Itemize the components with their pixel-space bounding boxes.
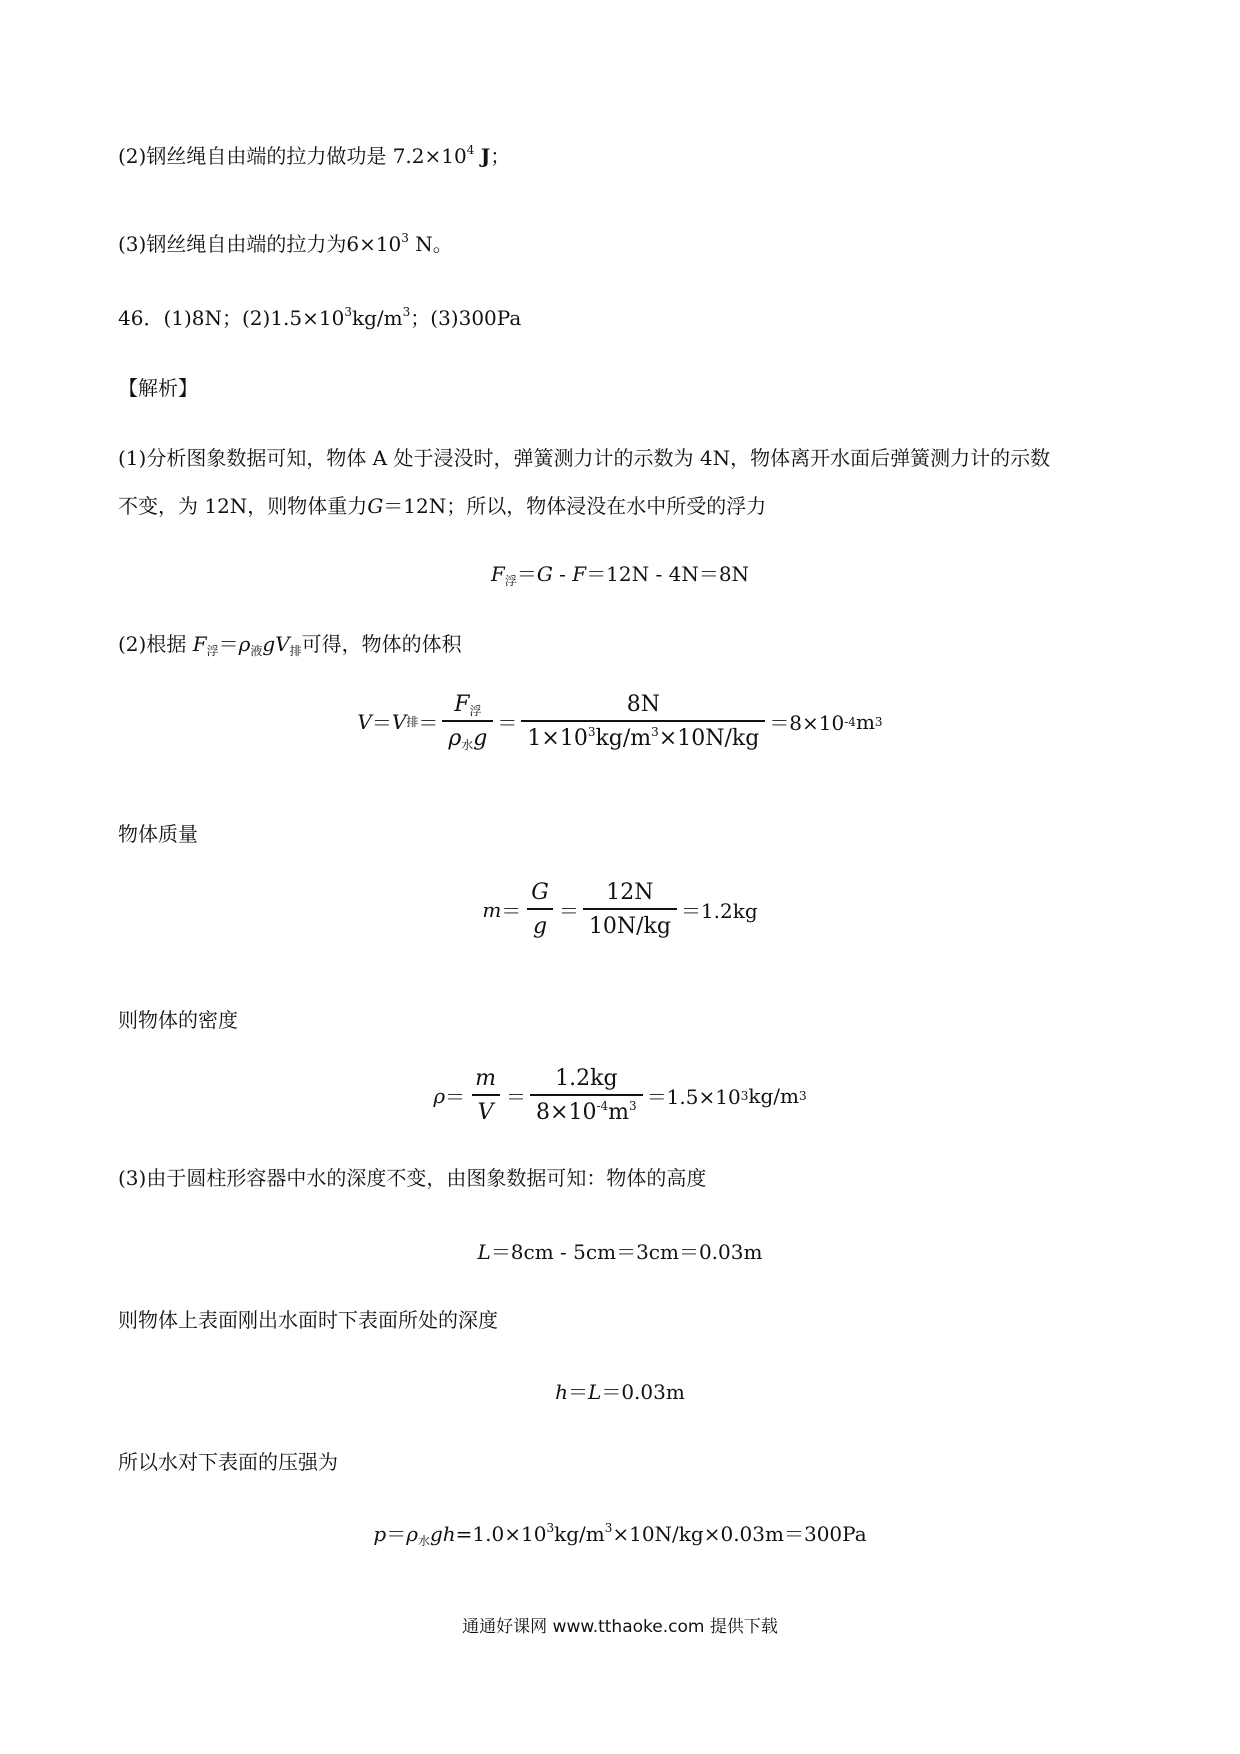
mass-label: 物体质量: [118, 822, 198, 846]
eq3-den1: g: [527, 908, 553, 939]
eq2-num2: 8N: [626, 692, 660, 717]
eq2-frac1: [442, 692, 493, 751]
eq7-gh: gh: [429, 1522, 456, 1546]
para-2: [118, 628, 462, 657]
para-2-text1: (2)根据: [118, 632, 187, 656]
eq7-rest2: kg/m: [554, 1522, 605, 1546]
depth-label: 则物体上表面刚出水面时下表面所处的深度: [118, 1308, 498, 1332]
eq3-den2: 10N/kg: [583, 908, 677, 939]
para-1b: [118, 490, 766, 519]
eq6-h: h: [555, 1380, 569, 1404]
eq2-den2-c: ×10N/kg: [658, 726, 760, 751]
eq-ref-rho: ρ: [238, 632, 251, 656]
line-3-value: 6×10: [346, 232, 402, 256]
eq1-G: G: [536, 562, 553, 586]
eq4-den1: V: [472, 1094, 500, 1125]
equation-volume: V ＝ V 排 ＝ $\frac{F_浮}{\rho_水g}$ ＝ $\frac{8N}{1\times 10^3kg/m^3\times 10N/kg}$ ＝8×10 -4 m 3: [357, 692, 883, 752]
eq-ref-eq: ＝: [218, 632, 239, 656]
eq2-eq2: ＝: [418, 711, 439, 735]
eq2-eq1: ＝: [371, 711, 392, 735]
eq1-rest: ＝12N - 4N＝8N: [586, 562, 750, 586]
eq2-den2-b: kg/m: [595, 726, 652, 751]
page-footer: 通通好课网 www.tthaoke.com 提供下载: [462, 1617, 778, 1637]
eq4-result-b: kg/m: [748, 1083, 799, 1108]
eq3-num1: G: [531, 880, 549, 905]
eq7-exp2: 3: [604, 1521, 613, 1535]
line-2-value: 7.2×10: [392, 144, 467, 168]
eq4-den2-a: 8×10: [536, 1100, 597, 1125]
eq4-num1: m: [475, 1066, 497, 1091]
para-1b-text1: 不变，为 12N，则物体重力: [118, 494, 368, 518]
eq2-num1-sub: 浮: [469, 704, 482, 718]
eq-ref-F: F: [192, 632, 207, 656]
answer-exp: 3: [344, 305, 352, 319]
eq3-result: ＝1.2kg: [680, 899, 758, 923]
eq2-result-a: ＝8×10: [769, 711, 845, 735]
eq7-eq: ＝: [386, 1522, 407, 1546]
para-1b-G: G: [367, 494, 384, 518]
eq6-eq: ＝: [568, 1380, 589, 1404]
eq1-sub: 浮: [504, 574, 517, 588]
eq-ref-sub2: 液: [250, 644, 263, 658]
eq-ref-sub3: 排: [289, 644, 302, 658]
eq1-F2: F: [572, 562, 587, 586]
eq3-frac1: [525, 880, 555, 939]
eq4-frac2: [530, 1066, 643, 1125]
para-1a: (1)分析图象数据可知，物体 A 处于浸没时，弹簧测力计的示数为 4N，物体离开水面后弹簧测力计的示数: [118, 446, 1051, 470]
equation-buoyancy: [0, 558, 1240, 587]
line-2-end: ；: [490, 144, 511, 168]
eq7-exp1: 3: [546, 1521, 555, 1535]
eq1-minus: -: [552, 562, 573, 586]
answer-exp2: 3: [402, 305, 411, 319]
eq5-L: L: [477, 1240, 491, 1264]
equation-depth: [0, 1376, 1240, 1405]
equation-pressure: [0, 1518, 1240, 1547]
eq1-eq: ＝: [516, 562, 537, 586]
answer-suffix: ；(3)300Pa: [410, 306, 522, 330]
eq4-result-a: ＝1.5×10: [646, 1085, 741, 1109]
eq2-den1-sub: 水: [461, 738, 474, 752]
para-1b-text2: ＝12N；所以，物体浸没在水中所受的浮力: [383, 494, 767, 518]
line-3-exp: 3: [401, 231, 409, 245]
eq4-den2-exp: -4: [596, 1099, 609, 1113]
eq6-rest: ＝0.03m: [601, 1380, 685, 1404]
eq4-eq1: ＝: [445, 1085, 466, 1109]
line-2-unit: J: [480, 144, 491, 168]
eq4-den2-exp2: 3: [629, 1099, 637, 1113]
eq7-sub: 水: [417, 1534, 430, 1548]
density-label: 则物体的密度: [118, 1008, 238, 1032]
eq7-rest1: =1.0×10: [455, 1522, 547, 1546]
eq2-V2: V: [391, 709, 407, 734]
eq2-den2-exp1: 3: [587, 725, 596, 739]
eq4-den2-b: m: [608, 1100, 630, 1125]
eq5-rest: ＝8cm - 5cm＝3cm＝0.03m: [490, 1240, 763, 1264]
eq3-eq1: ＝: [501, 899, 522, 923]
eq3-eq2: ＝: [558, 899, 579, 923]
eq2-result-b: m: [855, 709, 875, 734]
para-2-text2: 可得，物体的体积: [301, 632, 462, 656]
eq1-F: F: [490, 562, 505, 586]
line-2-text: (2)钢丝绳自由端的拉力做功是: [118, 144, 387, 168]
line-3: [118, 228, 453, 257]
eq2-eq3: ＝: [497, 711, 518, 735]
equation-mass: [0, 880, 1240, 939]
answer-mid: kg/m: [352, 306, 403, 330]
line-3-text: (3)钢丝绳自由端的拉力为: [118, 232, 347, 256]
eq4-frac1: [469, 1066, 502, 1125]
eq-ref-g: g: [262, 632, 276, 656]
eq2-num1: F: [454, 692, 470, 717]
eq6-L: L: [588, 1380, 602, 1404]
line-3-unit: N: [415, 232, 433, 256]
eq7-rest3: ×10N/kg×0.03m＝300Pa: [612, 1522, 867, 1546]
eq2-V: V: [357, 709, 372, 734]
eq7-rho: ρ: [406, 1522, 418, 1546]
line-2-exp: 4: [466, 143, 475, 157]
eq3-num2: 12N: [606, 880, 654, 905]
eq4-num2: 1.2kg: [555, 1066, 618, 1091]
eq7-p: p: [373, 1522, 387, 1546]
answer-prefix: 46．(1)8N；(2)1.5×10: [118, 306, 345, 330]
eq-ref-sub1: 浮: [206, 644, 219, 658]
eq3-frac2: [583, 880, 677, 939]
pressure-label: 所以水对下表面的压强为: [118, 1450, 338, 1474]
eq4-eq2: ＝: [506, 1085, 527, 1109]
eq2-den2-a: 1×10: [527, 726, 588, 751]
eq2-den2-exp2: 3: [651, 725, 659, 739]
eq-ref-V: V: [275, 632, 290, 656]
eq2-den1-g: g: [473, 726, 488, 751]
eq2-den1-rho: ρ: [448, 726, 462, 751]
eq4-rho: ρ: [433, 1083, 446, 1108]
para-3: (3)由于圆柱形容器中水的深度不变，由图象数据可知：物体的高度: [118, 1166, 707, 1190]
eq2-frac2: [521, 692, 765, 751]
analysis-heading: 【解析】: [118, 376, 198, 400]
answer-46: [118, 302, 521, 331]
equation-height: [0, 1236, 1240, 1265]
equation-density: ρ ＝ $\frac{m}{V}$ ＝ $\frac{1.2kg}{8\times 10^{-4}m^3}$ ＝1.5×10 3 kg/m 3: [433, 1066, 807, 1125]
line-3-end: 。: [432, 232, 453, 256]
eq3-m: m: [482, 897, 502, 922]
line-2: [118, 140, 510, 169]
